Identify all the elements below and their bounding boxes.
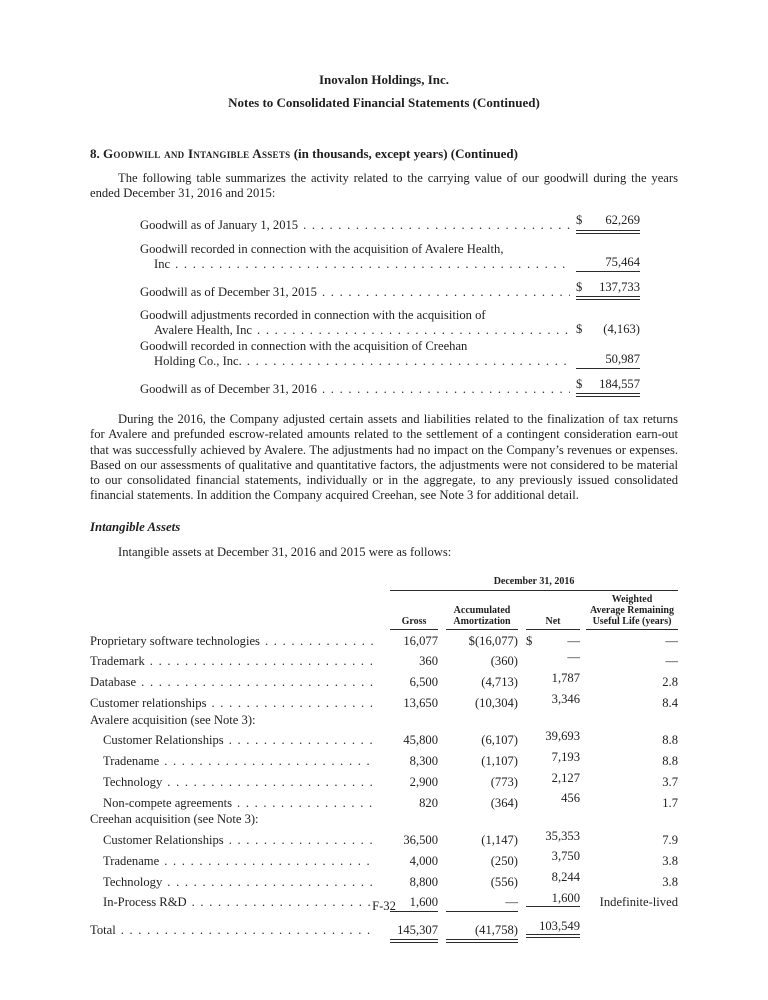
amount-value: 39,693 bbox=[545, 728, 580, 743]
intangible-assets-table bbox=[90, 576, 678, 943]
accumulated-amortization-value: (364) bbox=[490, 795, 518, 810]
intangible-table-row bbox=[90, 728, 678, 749]
amount-value: 75,464 bbox=[605, 254, 640, 269]
section-heading-suffix: (in thousands, except years) (Continued) bbox=[293, 146, 518, 161]
dot-leader bbox=[211, 695, 376, 711]
intangible-table-row bbox=[90, 848, 678, 869]
company-name: Inovalon Holdings, Inc. bbox=[318, 72, 450, 87]
page-number: F-32 bbox=[372, 899, 396, 913]
document-header bbox=[90, 73, 678, 110]
intangible-table-row bbox=[90, 790, 678, 811]
goodwill-row-line bbox=[140, 285, 576, 300]
gross-value: 360 bbox=[419, 654, 438, 669]
net-value bbox=[526, 728, 580, 744]
section-heading bbox=[90, 146, 678, 161]
gross-value: 6,500 bbox=[409, 675, 438, 690]
amount-value: 456 bbox=[561, 791, 580, 806]
goodwill-table bbox=[140, 213, 640, 397]
row-label: Technology bbox=[103, 774, 163, 789]
intangible-table-row bbox=[90, 749, 678, 770]
accumulated-amortization-value: — bbox=[446, 894, 518, 911]
row-label: In-Process R&D bbox=[103, 895, 187, 910]
goodwill-row-value bbox=[576, 377, 640, 397]
useful-life-value: 3.8 bbox=[662, 874, 678, 889]
row-label-cell bbox=[90, 732, 382, 748]
row-label-cell bbox=[90, 922, 382, 938]
intangible-table-row bbox=[90, 828, 678, 849]
accumulated-amortization-value: (1,107) bbox=[481, 754, 518, 769]
accumulated-amortization-value: (41,758) bbox=[446, 922, 518, 942]
intangible-table-row bbox=[90, 649, 678, 670]
goodwill-row-line bbox=[140, 218, 576, 233]
goodwill-row-label bbox=[140, 285, 576, 300]
row-label-cell bbox=[90, 633, 382, 649]
net-value bbox=[526, 670, 580, 686]
amount-value: 3,346 bbox=[551, 691, 580, 706]
goodwill-table-row bbox=[140, 213, 640, 233]
dot-leader bbox=[257, 323, 570, 338]
amount-value: 184,557 bbox=[599, 377, 640, 392]
column-header-line: Useful Life (years) bbox=[592, 615, 672, 627]
accumulated-amortization-value: $(16,077) bbox=[468, 633, 518, 648]
useful-life-value: 1.7 bbox=[662, 795, 678, 810]
goodwill-row-value bbox=[576, 280, 640, 300]
currency-symbol: $ bbox=[576, 213, 583, 228]
intangible-table-row bbox=[90, 633, 678, 649]
row-label-cell bbox=[90, 874, 382, 890]
intangible-table-row bbox=[90, 712, 678, 728]
section-title: Goodwill and Intangible Assets bbox=[103, 146, 291, 161]
gross-value: 4,000 bbox=[409, 853, 438, 868]
goodwill-row-text: Goodwill recorded in connection with the acquisition of Avalere Health, bbox=[140, 241, 504, 256]
intangible-assets-heading: Intangible Assets bbox=[90, 520, 181, 535]
gross-value: 145,307 bbox=[390, 922, 438, 942]
dot-leader bbox=[322, 285, 570, 300]
amount-value: 137,733 bbox=[599, 280, 640, 295]
dot-leader bbox=[141, 674, 376, 690]
goodwill-table-row bbox=[140, 308, 640, 338]
net-value bbox=[526, 790, 580, 806]
intangible-table-body bbox=[90, 633, 678, 943]
goodwill-row-line bbox=[140, 339, 576, 354]
dot-leader bbox=[150, 653, 376, 669]
section-number: 8. bbox=[90, 146, 100, 161]
dot-leader bbox=[167, 774, 376, 790]
goodwill-row-label bbox=[140, 218, 576, 233]
table-date-header: December 31, 2016 bbox=[390, 576, 678, 591]
row-label: Total bbox=[90, 923, 116, 938]
amount-value: 8,244 bbox=[551, 870, 580, 885]
goodwill-table-row bbox=[140, 280, 640, 300]
column-header-line: Amortization bbox=[453, 615, 511, 627]
accumulated-amortization-value: (360) bbox=[490, 654, 518, 669]
column-header-accumulated-amortization bbox=[446, 605, 518, 630]
goodwill-row-text: Goodwill adjustments recorded in connection with the acquisition of bbox=[140, 308, 486, 323]
amount-value: — bbox=[567, 650, 580, 665]
goodwill-row-text: Holding Co., Inc. bbox=[154, 353, 242, 368]
goodwill-row-line bbox=[140, 354, 576, 369]
useful-life-value: — bbox=[665, 633, 678, 648]
currency-symbol: $ bbox=[576, 377, 583, 392]
goodwill-row-line bbox=[140, 382, 576, 397]
row-label-cell bbox=[90, 774, 382, 790]
row-label: Tradename bbox=[103, 853, 160, 868]
currency-symbol: $ bbox=[576, 280, 583, 295]
gross-value: 13,650 bbox=[403, 696, 438, 711]
row-label: Tradename bbox=[103, 754, 160, 769]
goodwill-row-text: Goodwill recorded in connection with the acquisition of Creehan bbox=[140, 338, 468, 353]
goodwill-intro-paragraph: The following table summarizes the activity related to the carrying value of our goodwill during the years ended December 31, 2016 and 2015: bbox=[90, 171, 678, 201]
gross-value: 16,077 bbox=[403, 633, 438, 648]
amount-value: 50,987 bbox=[605, 351, 640, 366]
goodwill-row-value bbox=[576, 255, 640, 272]
column-header-net: Net bbox=[526, 616, 580, 630]
document-title: Notes to Consolidated Financial Statements (Continued) bbox=[228, 95, 540, 110]
gross-value: 36,500 bbox=[403, 832, 438, 847]
row-label: Customer Relationships bbox=[103, 832, 224, 847]
gross-value: 1,600 bbox=[390, 894, 438, 911]
useful-life-value: 8.8 bbox=[662, 754, 678, 769]
row-label: Database bbox=[90, 675, 137, 690]
accumulated-amortization-value: (10,304) bbox=[474, 696, 518, 711]
amount-value: 1,600 bbox=[551, 891, 580, 905]
amount-value: 35,353 bbox=[545, 828, 580, 843]
amount-value: 7,193 bbox=[551, 749, 580, 764]
useful-life-value: 3.7 bbox=[662, 774, 678, 789]
intangible-table-row bbox=[90, 670, 678, 691]
goodwill-row-text: Avalere Health, Inc bbox=[154, 323, 253, 338]
row-label-cell bbox=[90, 674, 382, 690]
amount-value: 103,549 bbox=[539, 918, 580, 933]
accumulated-amortization-value: (556) bbox=[490, 874, 518, 889]
net-value bbox=[526, 649, 580, 665]
dot-leader bbox=[167, 874, 376, 890]
goodwill-row-label bbox=[140, 339, 576, 369]
goodwill-row-value bbox=[576, 352, 640, 369]
gross-value: 2,900 bbox=[409, 774, 438, 789]
net-value bbox=[526, 848, 580, 864]
goodwill-row-text: Goodwill as of January 1, 2015 bbox=[140, 218, 299, 233]
column-header-gross: Gross bbox=[390, 616, 438, 630]
goodwill-row-label bbox=[140, 242, 576, 272]
amount-value: 1,787 bbox=[551, 670, 580, 685]
row-label-cell bbox=[90, 653, 382, 669]
amount-value: 3,750 bbox=[551, 849, 580, 864]
gross-value: 820 bbox=[419, 795, 438, 810]
goodwill-table-row bbox=[140, 339, 640, 369]
net-value bbox=[526, 918, 580, 938]
intangible-intro-paragraph: Intangible assets at December 31, 2016 and 2015 were as follows: bbox=[118, 545, 452, 560]
row-label-cell bbox=[90, 795, 382, 811]
dot-leader bbox=[303, 218, 570, 233]
intangible-table-row bbox=[90, 918, 678, 943]
dot-leader bbox=[265, 633, 376, 649]
dot-leader bbox=[322, 382, 570, 397]
row-label: Non-compete agreements bbox=[103, 795, 233, 810]
net-value bbox=[526, 691, 580, 707]
accumulated-amortization-value: (4,713) bbox=[481, 675, 518, 690]
useful-life-value: 8.8 bbox=[662, 733, 678, 748]
goodwill-row-line bbox=[140, 242, 576, 257]
row-label-cell bbox=[90, 832, 382, 848]
useful-life-value: 2.8 bbox=[662, 675, 678, 690]
intangible-table-row bbox=[90, 811, 678, 827]
goodwill-row-label bbox=[140, 382, 576, 397]
row-label-cell bbox=[90, 712, 256, 728]
net-value bbox=[526, 828, 580, 844]
row-label: Customer Relationships bbox=[103, 733, 224, 748]
row-label: Avalere acquisition (see Note 3): bbox=[90, 712, 256, 727]
dot-leader bbox=[229, 832, 376, 848]
accumulated-amortization-value: (773) bbox=[490, 774, 518, 789]
row-label: Trademark bbox=[90, 654, 145, 669]
row-label: Proprietary software technologies bbox=[90, 633, 260, 648]
goodwill-row-line bbox=[140, 323, 576, 338]
goodwill-row-text: Inc bbox=[154, 256, 171, 271]
useful-life-value: 7.9 bbox=[662, 832, 678, 847]
amount-value: — bbox=[567, 633, 580, 648]
goodwill-table-row bbox=[140, 377, 640, 397]
dot-leader bbox=[237, 795, 376, 811]
net-value bbox=[526, 749, 580, 765]
accumulated-amortization-value: (250) bbox=[490, 853, 518, 868]
row-label: Technology bbox=[103, 874, 163, 889]
intangible-table-row bbox=[90, 691, 678, 712]
table-column-headers bbox=[90, 594, 678, 630]
dot-leader bbox=[121, 922, 376, 938]
column-header-line: Accumulated bbox=[453, 604, 511, 616]
row-label-cell bbox=[90, 853, 382, 869]
gross-value: 45,800 bbox=[403, 733, 438, 748]
amount-value: (4,163) bbox=[603, 322, 640, 337]
row-label-cell bbox=[90, 811, 259, 827]
adjustments-paragraph: During the 2016, the Company adjusted certain assets and liabilities related to the finalization of tax returns for Avalere and prefunded escrow-related amounts related to the settlement of a contingent consideration earn-out that was successfully achieved by Avalere. The adjustments had no impact on the Company’s revenues or expenses. Based on our assessments of qualitative and quantitative factors, the adjustments were not considered to be material to our consolidated financial statements, individually or in the aggregate, to any previously issued consolidated financial statements. In addition the Company acquired Creehan, see Note 3 for additional detail. bbox=[90, 412, 678, 503]
net-value bbox=[526, 869, 580, 885]
accumulated-amortization-value: (6,107) bbox=[481, 733, 518, 748]
intangible-table-row bbox=[90, 770, 678, 791]
dot-leader bbox=[175, 257, 570, 272]
gross-value: 8,800 bbox=[409, 874, 438, 889]
row-label-cell bbox=[90, 753, 382, 769]
goodwill-table-row bbox=[140, 242, 640, 272]
gross-value: 8,300 bbox=[409, 754, 438, 769]
net-value bbox=[526, 770, 580, 786]
column-header-useful-life bbox=[586, 594, 678, 630]
goodwill-row-value bbox=[576, 213, 640, 233]
intangible-table-row bbox=[90, 869, 678, 890]
amount-value: 2,127 bbox=[551, 770, 580, 785]
goodwill-row-line bbox=[140, 308, 576, 323]
useful-life-value: 3.8 bbox=[662, 853, 678, 868]
goodwill-row-line bbox=[140, 257, 576, 272]
accumulated-amortization-value: (1,147) bbox=[481, 832, 518, 847]
row-label: Creehan acquisition (see Note 3): bbox=[90, 812, 259, 827]
useful-life-value: Indefinite-lived bbox=[599, 895, 678, 910]
row-label: Customer relationships bbox=[90, 696, 207, 711]
currency-symbol: $ bbox=[576, 322, 583, 337]
currency-symbol: $ bbox=[526, 633, 533, 648]
row-label-cell bbox=[90, 695, 382, 711]
column-header-line: Average Remaining bbox=[590, 604, 674, 616]
dot-leader bbox=[164, 853, 376, 869]
dot-leader bbox=[229, 732, 376, 748]
net-value bbox=[526, 633, 580, 649]
dot-leader bbox=[247, 354, 570, 369]
goodwill-row-text: Goodwill as of December 31, 2015 bbox=[140, 285, 317, 300]
dot-leader bbox=[164, 753, 376, 769]
column-header-line: Weighted bbox=[611, 593, 653, 605]
useful-life-value: 8.4 bbox=[662, 696, 678, 711]
goodwill-row-value bbox=[576, 322, 640, 338]
goodwill-row-label bbox=[140, 308, 576, 338]
goodwill-row-text: Goodwill as of December 31, 2016 bbox=[140, 382, 317, 397]
page-content bbox=[90, 0, 678, 943]
useful-life-value: — bbox=[665, 654, 678, 669]
amount-value: 62,269 bbox=[605, 213, 640, 228]
